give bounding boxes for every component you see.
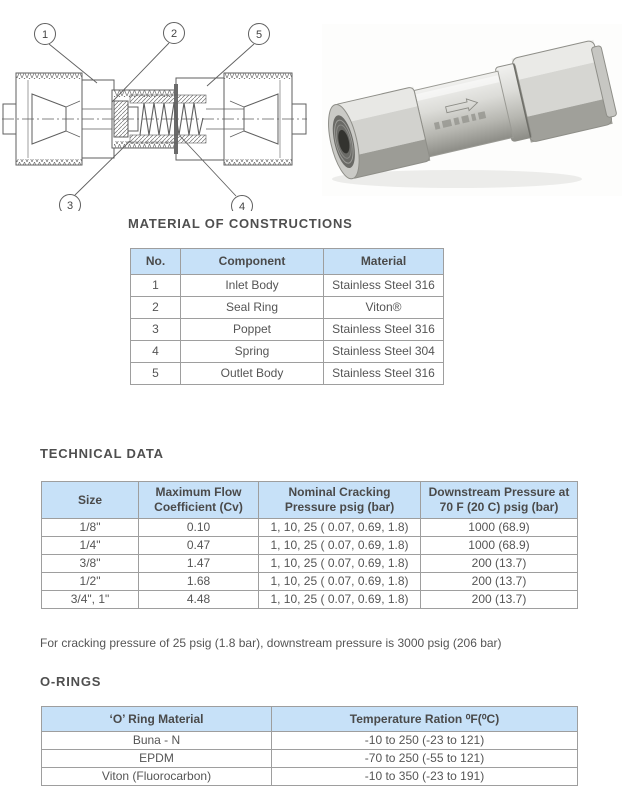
callout-number: 3 (66, 200, 74, 211)
cell-oring-material: EPDM (42, 750, 272, 768)
valve-cross-section-diagram (2, 6, 307, 211)
callout-number: 2 (170, 28, 178, 40)
table-row (42, 732, 578, 750)
cell-size: 1/8" (42, 519, 139, 537)
cell-material: Viton® (324, 297, 444, 319)
cell-size: 1/2" (42, 573, 139, 591)
cell-component: Outlet Body (181, 363, 324, 385)
col-header-material: Material (324, 249, 444, 275)
cell-downstream: 200 (13.7) (421, 591, 578, 609)
callout-number: 1 (41, 29, 49, 41)
diagram-callout-1 (35, 24, 56, 45)
cell-cv: 1.68 (139, 573, 259, 591)
cell-material: Stainless Steel 316 (324, 319, 444, 341)
table-row (42, 768, 578, 786)
table-row (131, 363, 444, 385)
cell-component: Spring (181, 341, 324, 363)
cracking-pressure-note: For cracking pressure of 25 psig (1.8 bar), downstream pressure is 3000 psig (206 bar) (40, 636, 502, 650)
cell-no: 1 (131, 275, 181, 297)
diagram-callout-5 (249, 24, 270, 45)
cell-cv: 0.10 (139, 519, 259, 537)
col-header-temperature-rating: Temperature Ration ⁰F(⁰C) (272, 707, 578, 732)
cell-cracking: 1, 10, 25 ( 0.07, 0.69, 1.8) (259, 519, 421, 537)
cell-cracking: 1, 10, 25 ( 0.07, 0.69, 1.8) (259, 555, 421, 573)
orings-table (41, 706, 578, 786)
cell-cv: 1.47 (139, 555, 259, 573)
technical-section-title: TECHNICAL DATA (40, 446, 164, 461)
cell-temperature: -70 to 250 (-55 to 121) (272, 750, 578, 768)
col-header-oring-material: ‘O’ Ring Material (42, 707, 272, 732)
table-row (42, 591, 578, 609)
cell-material: Stainless Steel 304 (324, 341, 444, 363)
table-row (131, 297, 444, 319)
cell-no: 4 (131, 341, 181, 363)
valve-product-photo (322, 24, 622, 196)
cell-no: 5 (131, 363, 181, 385)
diagram-callout-4 (232, 196, 253, 212)
technical-data-table (41, 481, 578, 609)
cell-cv: 4.48 (139, 591, 259, 609)
col-header-no: No. (131, 249, 181, 275)
cell-oring-material: Viton (Fluorocarbon) (42, 768, 272, 786)
cell-downstream: 1000 (68.9) (421, 519, 578, 537)
materials-header-row (131, 249, 444, 275)
callout-number: 4 (238, 201, 246, 211)
table-row (131, 275, 444, 297)
col-header-flow-coefficient: Maximum Flow Coefficient (Cv) (139, 482, 259, 519)
callout-number: 5 (255, 29, 263, 41)
col-header-cracking-pressure: Nominal Cracking Pressure psig (bar) (259, 482, 421, 519)
orings-header-row (42, 707, 578, 732)
orings-section-title: O-RINGS (40, 674, 102, 689)
cell-no: 2 (131, 297, 181, 319)
diagram-callout-2 (164, 23, 185, 44)
cell-cracking: 1, 10, 25 ( 0.07, 0.69, 1.8) (259, 573, 421, 591)
cell-component: Seal Ring (181, 297, 324, 319)
diagram-callout-3 (60, 195, 81, 212)
cell-downstream: 1000 (68.9) (421, 537, 578, 555)
table-row (42, 555, 578, 573)
table-row (42, 519, 578, 537)
cell-oring-material: Buna - N (42, 732, 272, 750)
technical-header-row (42, 482, 578, 519)
materials-table (130, 248, 444, 385)
col-header-downstream-pressure: Downstream Pressure at 70 F (20 C) psig (bar) (421, 482, 578, 519)
table-row (131, 319, 444, 341)
cell-size: 1/4" (42, 537, 139, 555)
cell-no: 3 (131, 319, 181, 341)
cell-temperature: -10 to 350 (-23 to 191) (272, 768, 578, 786)
col-header-size: Size (42, 482, 139, 519)
valve-outline (2, 73, 307, 165)
cell-cracking: 1, 10, 25 ( 0.07, 0.69, 1.8) (259, 537, 421, 555)
materials-section-title: MATERIAL OF CONSTRUCTIONS (128, 216, 353, 231)
cell-component: Poppet (181, 319, 324, 341)
cell-size: 3/8" (42, 555, 139, 573)
table-row (42, 537, 578, 555)
table-row (42, 750, 578, 768)
cell-downstream: 200 (13.7) (421, 555, 578, 573)
cell-material: Stainless Steel 316 (324, 363, 444, 385)
col-header-component: Component (181, 249, 324, 275)
cell-temperature: -10 to 250 (-23 to 121) (272, 732, 578, 750)
cell-cv: 0.47 (139, 537, 259, 555)
table-row (131, 341, 444, 363)
cell-material: Stainless Steel 316 (324, 275, 444, 297)
cell-component: Inlet Body (181, 275, 324, 297)
table-row (42, 573, 578, 591)
cell-cracking: 1, 10, 25 ( 0.07, 0.69, 1.8) (259, 591, 421, 609)
cell-size: 3/4", 1" (42, 591, 139, 609)
cell-downstream: 200 (13.7) (421, 573, 578, 591)
